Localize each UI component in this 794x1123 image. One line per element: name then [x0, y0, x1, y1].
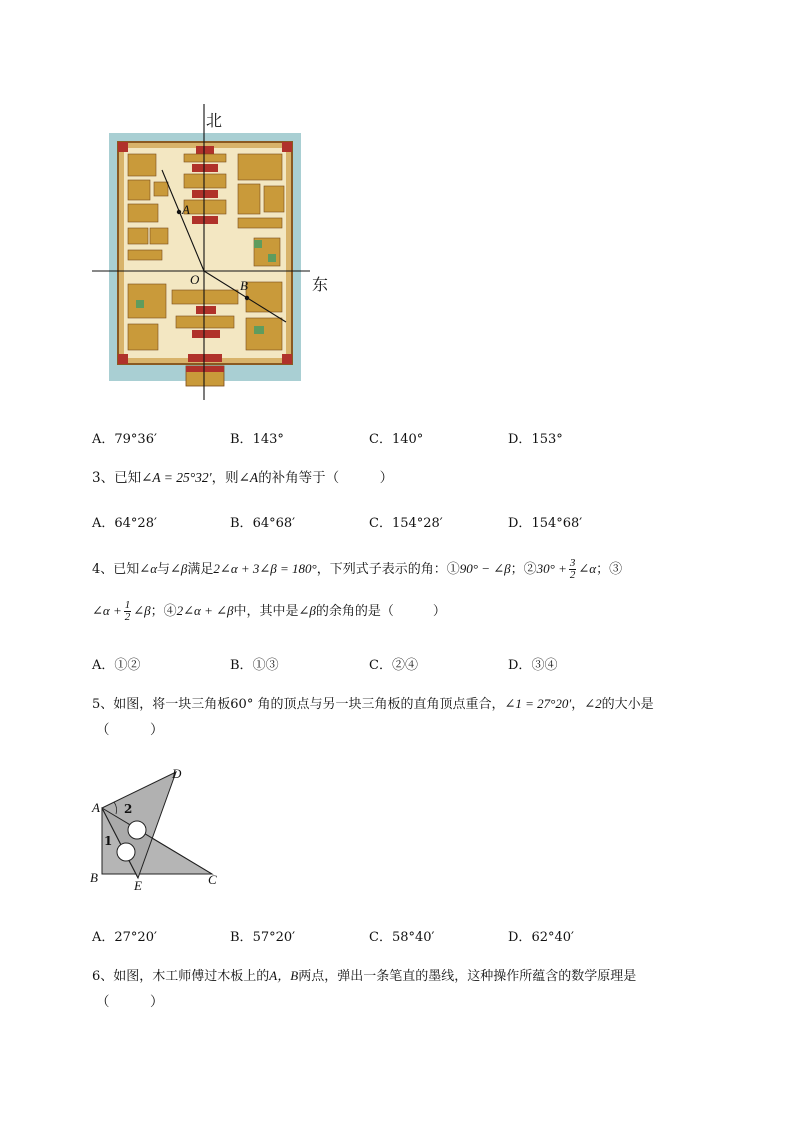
east-label: 东 [312, 275, 329, 294]
question-3: 3、已知∠A = 25°32′，则∠A的补角等于（ ） [92, 470, 394, 486]
q2-option-c[interactable]: C．140° [369, 432, 424, 447]
question-6-line-1: 6、如图，木工师傅过木板上的A，B两点，弹出一条笔直的墨线，这种操作所蕴含的数学原理是 [92, 968, 637, 984]
question-4-line-1: 4、已知∠α与∠β满足2∠α + 3∠β = 180°，下列式子表示的角：①90° − ∠β；②30° + $\frac{3}{2}$ ∠α；③ [92, 557, 623, 581]
label-angle-2: 2 [124, 802, 133, 816]
q3-options [92, 512, 732, 532]
question-5-line-1: 5、如图，将一块三角板60° 角的顶点与另一块三角板的直角顶点重合，∠1 = 27°20′，∠2的大小是 [92, 696, 654, 712]
q2-option-b[interactable]: B．143° [230, 432, 284, 447]
label-d: D [172, 766, 182, 781]
fraction-1-2: $\frac{1}{2}$ [124, 599, 131, 623]
q5-options [92, 926, 732, 946]
label-e: E [134, 878, 142, 893]
q4-option-c[interactable]: C．②④ [369, 658, 418, 673]
figure-palace-map [88, 104, 328, 400]
q3-option-c[interactable]: C．154°28′ [369, 516, 443, 531]
label-b: B [90, 870, 98, 885]
point-b-label: B [240, 278, 248, 293]
q5-option-a[interactable]: A．27°20′ [92, 930, 157, 945]
q3-option-b[interactable]: B．64°68′ [230, 516, 296, 531]
label-angle-1: 1 [104, 834, 113, 848]
question-5-line-2: （ ） [96, 722, 164, 738]
point-a-label: A [182, 202, 190, 217]
point-a-dot [177, 210, 181, 214]
q3-option-a[interactable]: A．64°28′ [92, 516, 157, 531]
plate-hole-upper [128, 821, 146, 839]
question-6-line-2: （ ） [96, 994, 164, 1010]
q5-option-d[interactable]: D．62°40′ [508, 930, 574, 945]
q4-option-a[interactable]: A．①② [92, 658, 141, 673]
fraction-3-2: $\frac{3}{2}$ [569, 557, 576, 581]
q2-option-d[interactable]: D．153° [508, 432, 563, 447]
point-b-dot [245, 296, 249, 300]
q5-option-c[interactable]: C．58°40′ [369, 930, 435, 945]
q3-option-d[interactable]: D．154°68′ [508, 516, 583, 531]
q2-option-a[interactable]: A．79°36′ [92, 432, 157, 447]
label-a: A [92, 800, 100, 815]
q5-option-b[interactable]: B．57°20′ [230, 930, 296, 945]
north-label: 北 [206, 111, 223, 130]
south-gate-roof [186, 366, 224, 372]
q2-options [92, 428, 732, 448]
palace-map-svg [88, 104, 328, 400]
origin-label: O [190, 272, 200, 287]
q4-option-b[interactable]: B．①③ [230, 658, 279, 673]
label-c: C [208, 872, 217, 887]
q4-option-d[interactable]: D．③④ [508, 658, 558, 673]
plate-hole-lower [117, 843, 135, 861]
question-4-line-2: ∠α + $\frac{1}{2}$ ∠β；④2∠α + ∠β中，其中是∠β的余角的是（ ） [92, 599, 446, 623]
q4-options [92, 654, 732, 674]
figure-triangle-plates [84, 762, 234, 892]
